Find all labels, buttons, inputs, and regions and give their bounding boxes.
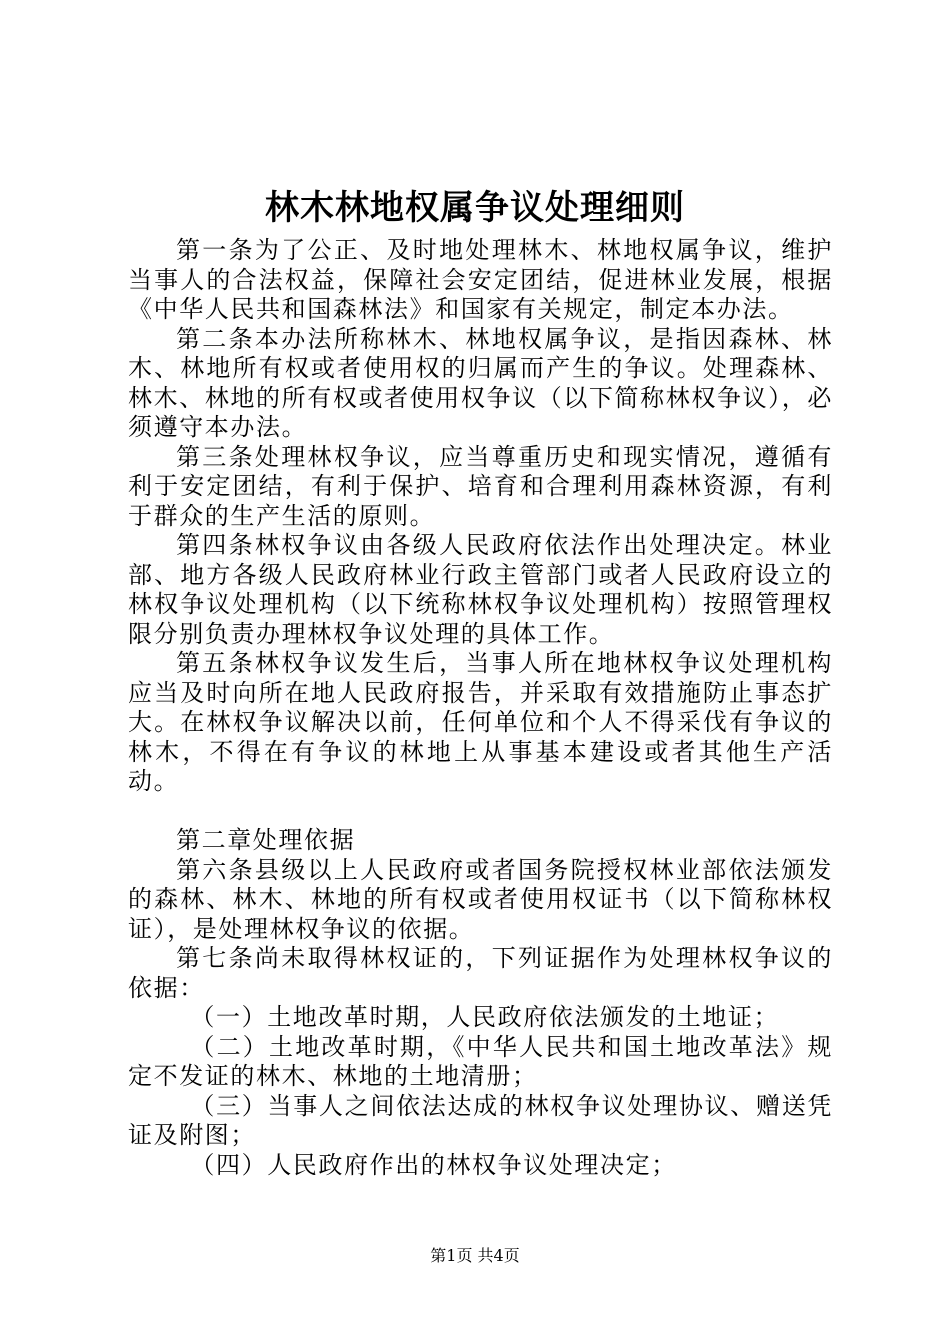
blank-line (128, 797, 833, 827)
list-item: （一）土地改革时期，人民政府依法颁发的土地证； (190, 1003, 780, 1031)
list-item: （四）人民政府作出的林权争议处理决定； (190, 1150, 677, 1179)
article-6: 第六条县级以上人民政府或者国务院授权林业部依法颁发的森林、林木、林地的所有权或者使用权证书（以下简称林权证），是处理林权争议的依据。 (128, 855, 833, 943)
article-1: 第一条为了公正、及时地处理林木、林地权属争议，维护当事人的合法权益，保障社会安定团结，促进林业发展，根据《中华人民共和国森林法》和国家有关规定，制定本办法。 (128, 236, 833, 323)
list-item: （二）土地改革时期，《中华人民共和国土地改革法》规定不发证的林木、林地的土地清册； (128, 1032, 833, 1090)
chapter-heading: 第二章处理依据 (176, 826, 356, 854)
article-5: 第五条林权争议发生后，当事人所在地林权争议处理机构应当及时向所在地人民政府报告，并采取有效措施防止事态扩大。在林权争议解决以前，任何单位和个人不得采伐有争议的林木，不得在有争议的林地上从事基本建设或者其他生产活动。 (128, 649, 833, 795)
document-body (128, 236, 833, 1180)
list-item: （三）当事人之间依法达成的林权争议处理协议、赠送凭证及附图； (128, 1091, 833, 1149)
article-2: 第二条本办法所称林木、林地权属争议，是指因森林、林木、林地所有权或者使用权的归属而产生的争议。处理森林、林木、林地的所有权或者使用权争议（以下简称林权争议），必须遵守本办法。 (128, 324, 833, 441)
article-7: 第七条尚未取得林权证的，下列证据作为处理林权争议的依据： (128, 944, 833, 1002)
article-3: 第三条处理林权争议，应当尊重历史和现实情况，遵循有利于安定团结，有利于保护、培育和合理利用森林资源，有利于群众的生产生活的原则。 (128, 442, 833, 530)
document-title: 林木林地权属争议处理细则 (265, 188, 685, 228)
article-4: 第四条林权争议由各级人民政府依法作出处理决定。林业部、地方各级人民政府林业行政主管部门或者人民政府设立的林权争议处理机构（以下统称林权争议处理机构）按照管理权限分别负责办理林权争议处理的具体工作。 (128, 531, 833, 648)
page-number: 第1页 共4页 (430, 1246, 520, 1265)
